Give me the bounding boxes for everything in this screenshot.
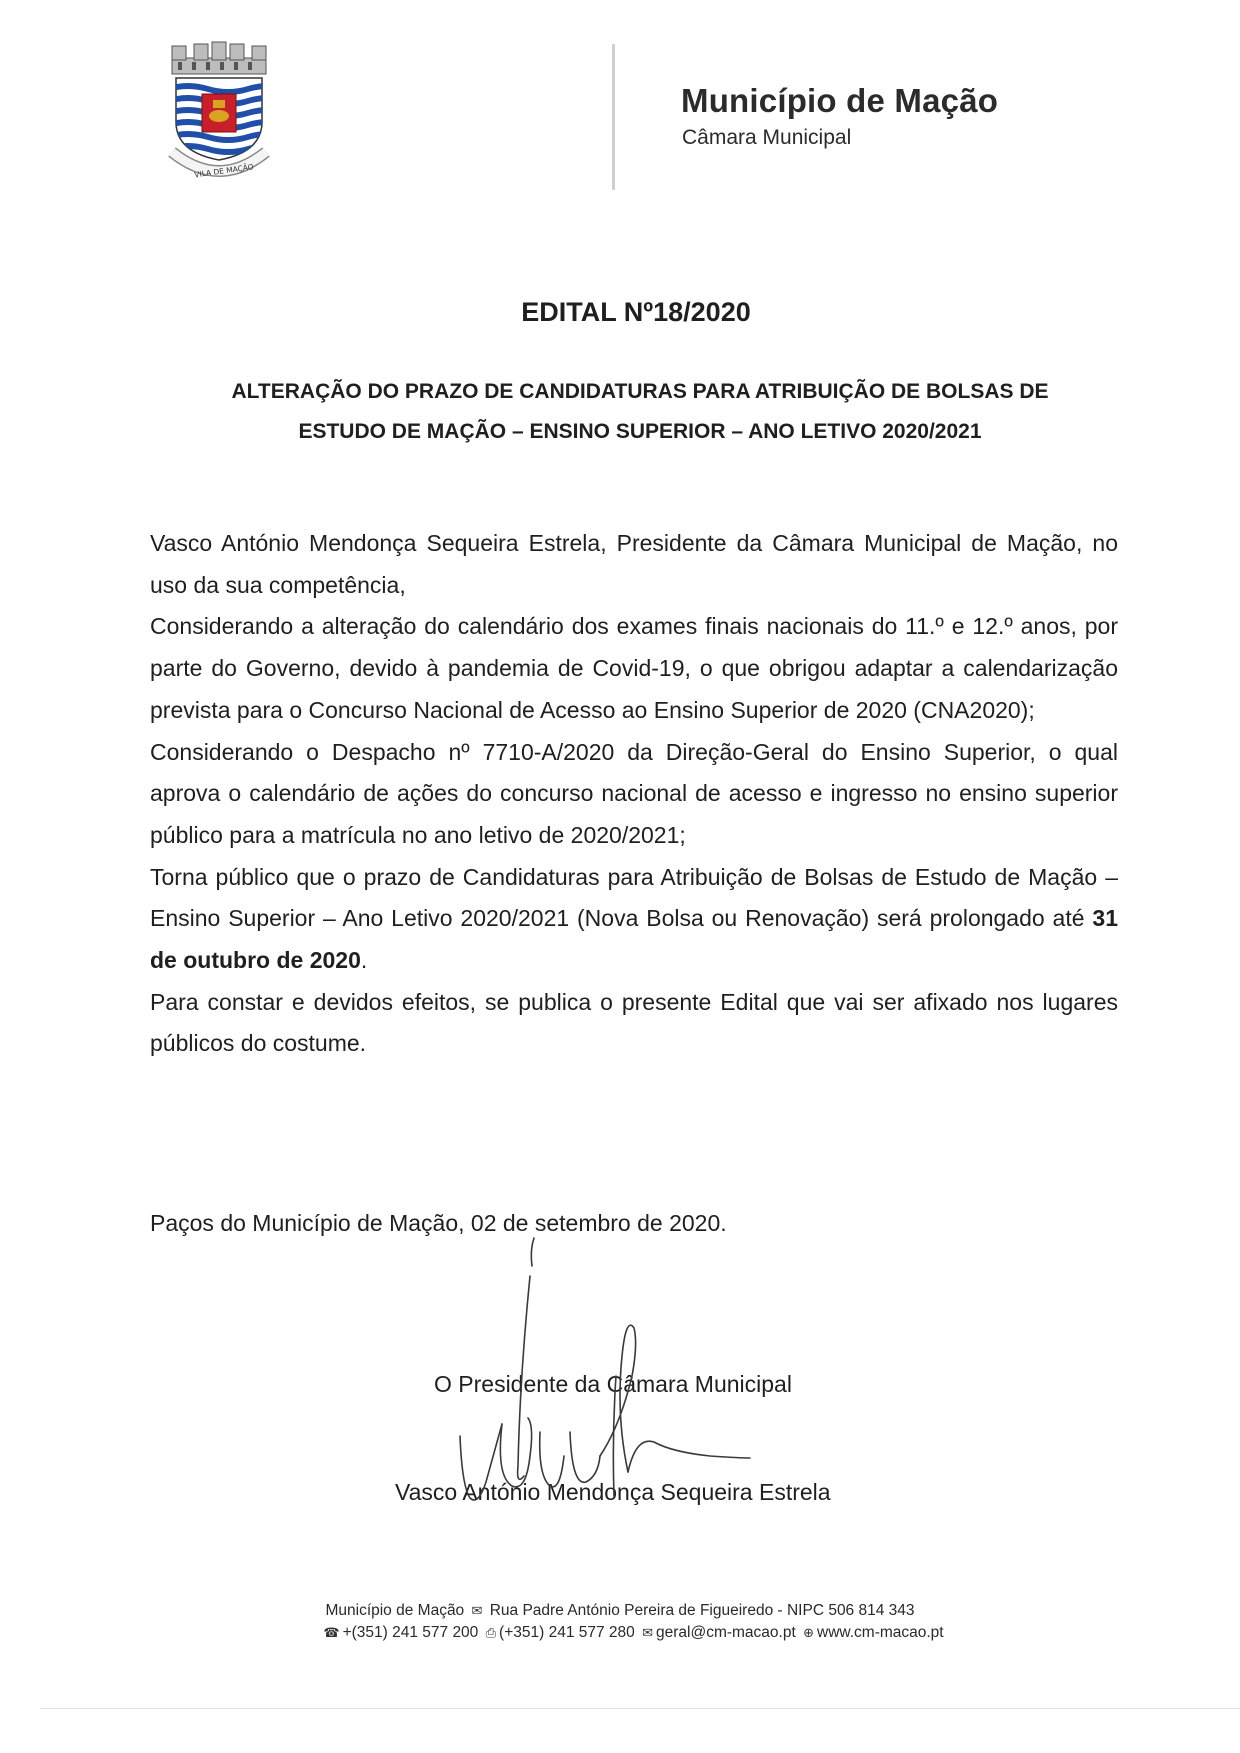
place-and-date: Paços do Município de Mação, 02 de setembro de 2020.: [150, 1210, 727, 1236]
document-subject: [160, 372, 1120, 452]
deadline-date: 31 de outubro de 2020: [150, 905, 1118, 974]
mail-icon: ✉: [471, 1603, 483, 1618]
municipal-crest-logo: [158, 40, 280, 188]
footer-line-1: [0, 1600, 1240, 1622]
header-divider: [612, 44, 615, 190]
body-intro: Vasco António Mendonça Sequeira Estrela, Presidente da Câmara Municipal de Mação, no uso da sua competência,: [150, 530, 1118, 598]
document-footer: [0, 1600, 1240, 1644]
body-announcement: [150, 857, 1118, 982]
fax-icon: ⎙: [485, 1625, 497, 1640]
body-considerando-1: Considerando a alteração do calendário dos exames finais nacionais do 11.º e 12.º anos, por parte do Governo, devido à pandemia de Covid-19, o que obrigou adaptar a calendarização prevista para o Concurso Nacional de Acesso ao Ensino Superior de 2020 (CNA2020);: [150, 613, 1118, 723]
footer-fax: (+351) 241 577 280: [499, 1624, 635, 1641]
footer-address: Rua Padre António Pereira de Figueiredo - NIPC 506 814 343: [489, 1602, 915, 1619]
body-closing: Para constar e devidos efeitos, se publica o presente Edital que vai ser afixado nos lugares públicos do costume.: [150, 988, 1118, 1057]
signatory-role: O Presidente da Câmara Municipal: [434, 1371, 792, 1397]
footer-website[interactable]: www.cm-macao.pt: [817, 1624, 944, 1641]
footer-org: Município de Mação: [325, 1602, 465, 1619]
org-subtitle: Câmara Municipal: [682, 126, 852, 149]
subject-line: ESTUDO DE MAÇÃO – ENSINO SUPERIOR – ANO LETIVO 2020/2021: [298, 420, 982, 443]
globe-icon: ⊕: [803, 1625, 814, 1640]
announcement-end: .: [360, 947, 368, 974]
header-org-block: [681, 82, 998, 150]
document-title: EDITAL Nº18/2020: [521, 297, 751, 327]
email-icon: ✉: [642, 1625, 653, 1640]
signatory-name: Vasco António Mendonça Sequeira Estrela: [395, 1479, 831, 1505]
footer-line-2: [24, 1622, 1240, 1644]
footer-phone: +(351) 241 577 200: [342, 1624, 479, 1641]
org-name: Município de Mação: [681, 82, 999, 119]
page-bottom-rule: [40, 1708, 1240, 1709]
announcement-text: Torna público que o prazo de Candidaturas para Atribuição de Bolsas de Estudo de Mação – Ensino Superior – Ano Letivo 2020/2021 (Nova Bolsa ou Renovação) será prolongado até: [150, 863, 1118, 932]
crest-ribbon-text: VILA DE MAÇÃO: [193, 162, 255, 180]
phone-icon: ☎: [323, 1625, 340, 1640]
handwritten-signature: [400, 1236, 780, 1536]
body-considerando-2: Considerando o Despacho nº 7710-A/2020 da Direção-Geral do Ensino Superior, o qual aprova o calendário de ações do concurso nacional de acesso e ingresso no ensino superior público para a matrícula no ano letivo de 2020/2021;: [150, 738, 1118, 848]
footer-email[interactable]: geral@cm-macao.pt: [656, 1624, 796, 1641]
document-body: [150, 523, 1118, 1065]
subject-line: ALTERAÇÃO DO PRAZO DE CANDIDATURAS PARA ATRIBUIÇÃO DE BOLSAS DE: [231, 380, 1049, 403]
